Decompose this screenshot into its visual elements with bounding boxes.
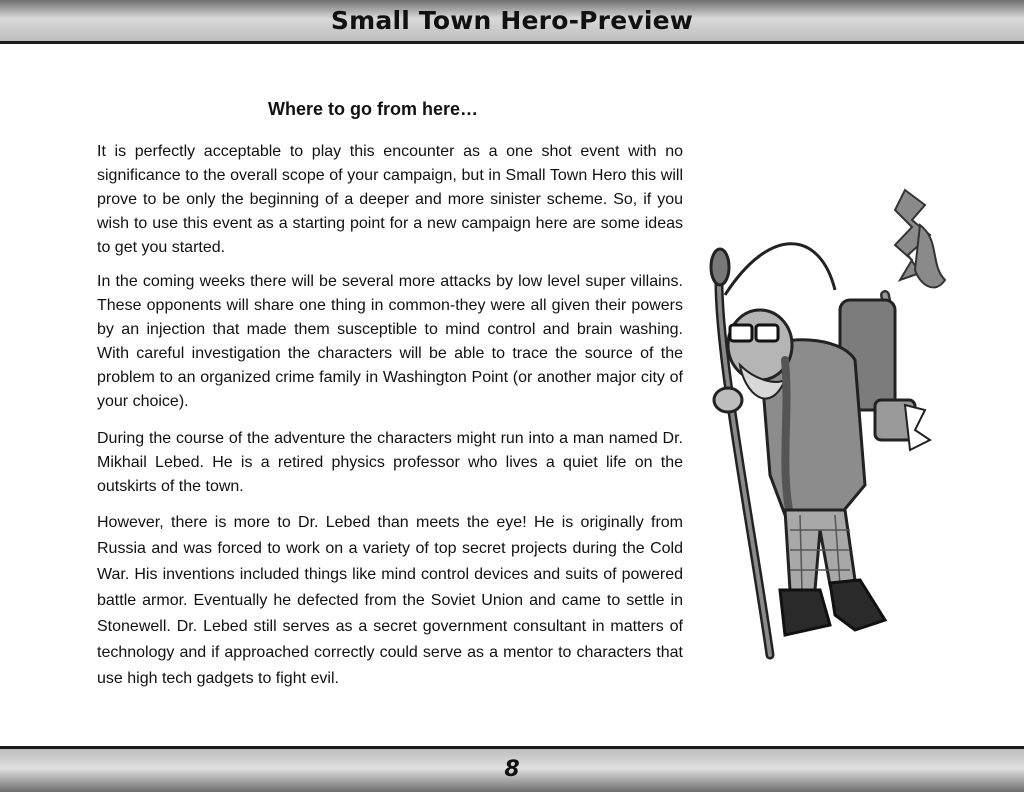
section-heading: Where to go from here… [268, 99, 479, 119]
body-paragraph-1: It is perfectly acceptable to play this encounter as a one shot event with no significance to the overall scope of your campaign, but in Small Town Hero this will prove to be only the beginning of a deeper and more sinister scheme. So, if you wish to use this event as a starting point for a new campaign here are some ideas to get you started. [97, 143, 683, 256]
old-inventor-illustration [690, 185, 950, 675]
page-number: 8 [504, 757, 520, 782]
body-paragraph-3: During the course of the adventure the characters might run into a man named Dr. Mikhail Lebed. He is a retired physics professor who lives a quiet life on the outskirts of the town. [97, 430, 683, 495]
body-paragraph-2: In the coming weeks there will be several more attacks by low level super villains. These opponents will share one thing in common-they were all given their powers by an injection that made them susceptible to mind control and brain washing. With careful investigation the characters will be able to trace the source of the problem to an organized crime family in Washington Point (or another major city of your choice). [97, 273, 683, 410]
smoke-icon [895, 190, 945, 287]
page-header [0, 0, 1024, 44]
body-paragraph-4: However, there is more to Dr. Lebed than meets the eye! He is originally from Russia and was forced to work on a variety of top secret projects during the Cold War. His inventions included things like mind control devices and suits of powered battle armor. Eventually he defected from the Soviet Union and came to settle in Stonewell. Dr. Lebed still serves as a secret government consultant in matters of technology and if approached correctly could serve as a mentor to characters that use high tech gadgets to fight evil. [97, 514, 683, 687]
shoe-left-icon [780, 590, 830, 635]
hand-icon [714, 388, 742, 412]
page-footer [0, 746, 1024, 792]
shoe-right-icon [830, 580, 885, 630]
page-title: Small Town Hero-Preview [330, 6, 694, 35]
cable-icon [725, 244, 835, 295]
